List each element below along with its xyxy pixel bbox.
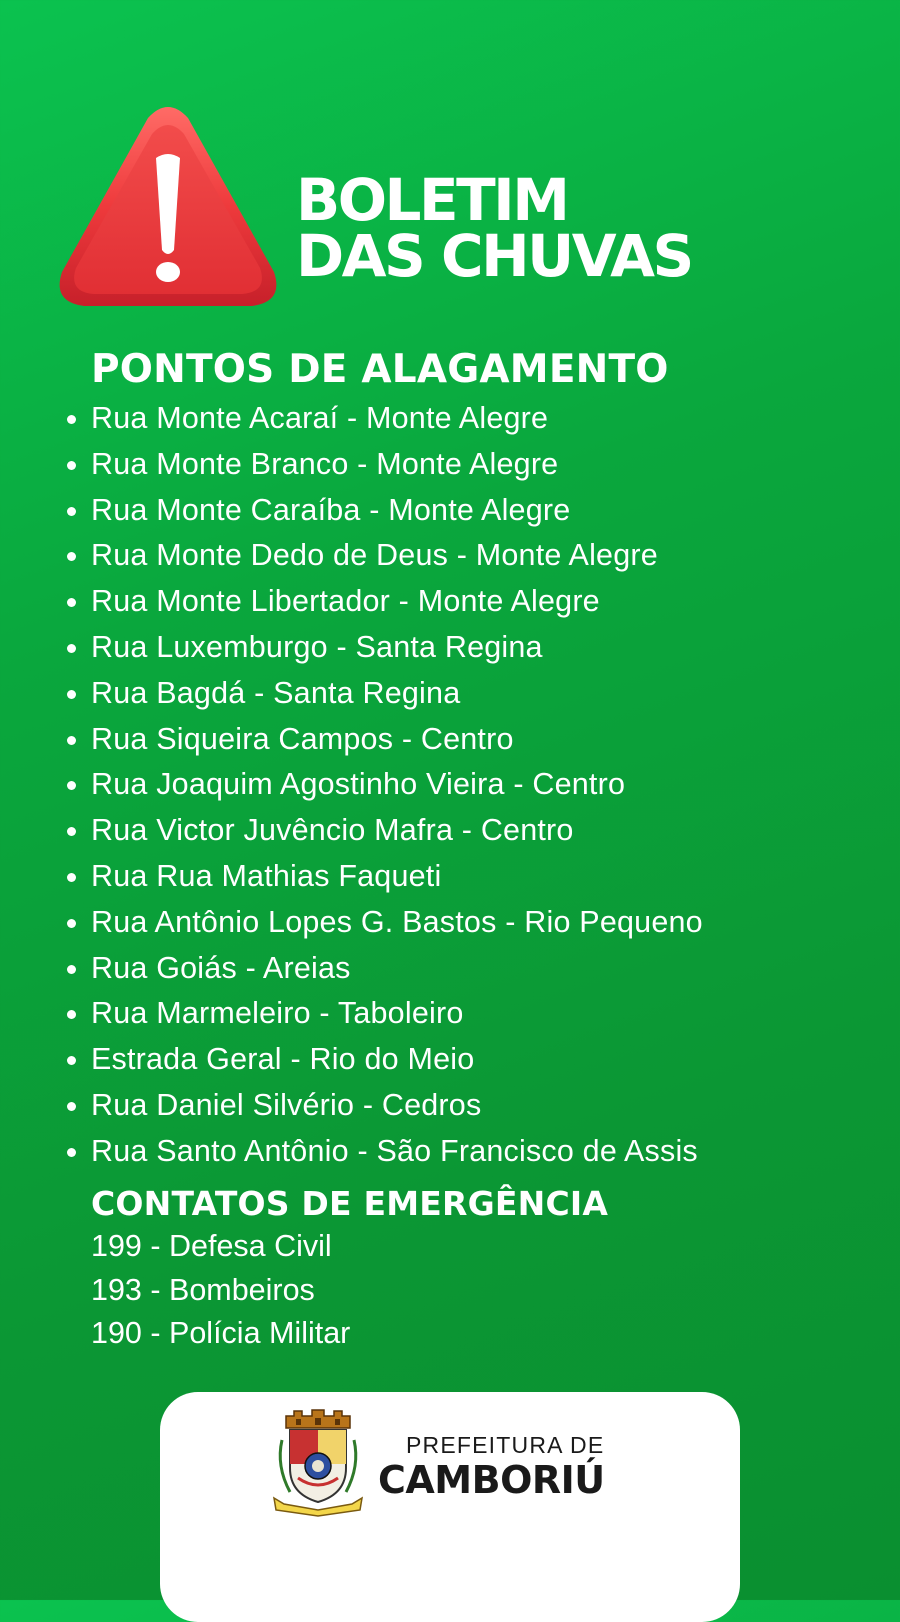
bullet-icon: [67, 1010, 76, 1019]
list-item-text: Rua Goiás - Areias: [91, 950, 351, 985]
flood-points-list: [91, 396, 703, 1175]
bullet-icon: [67, 781, 76, 790]
list-item: [91, 1037, 703, 1083]
bullet-icon: [67, 873, 76, 882]
list-item: [91, 671, 703, 717]
bullet-icon: [67, 461, 76, 470]
list-item-text: Rua Monte Acaraí - Monte Alegre: [91, 401, 549, 435]
list-item: [91, 991, 703, 1037]
contact-item: 199 - Defesa Civil: [91, 1229, 332, 1263]
list-item: [91, 488, 703, 534]
bullet-icon: [67, 827, 76, 836]
footer-logo-card: [160, 1392, 740, 1622]
page-title: [296, 166, 692, 290]
list-item-text: Rua Monte Branco - Monte Alegre: [91, 446, 559, 481]
bullet-icon: [67, 919, 76, 928]
list-item-text: Rua Monte Dedo de Deus - Monte Alegre: [91, 538, 658, 573]
brand-line-2: CAMBORIÚ: [378, 1458, 605, 1502]
list-item: [91, 762, 703, 808]
list-item: [91, 900, 703, 946]
municipal-coat-of-arms-icon: [268, 1406, 368, 1518]
warning-triangle-icon: [52, 100, 284, 315]
list-item: [91, 625, 703, 671]
list-item: [91, 1129, 703, 1175]
bullet-icon: [67, 736, 76, 745]
bullet-icon: [67, 1102, 76, 1111]
bullet-icon: [67, 507, 76, 516]
title-line-1: BOLETIM: [296, 166, 568, 234]
bullet-icon: [67, 1056, 76, 1065]
contact-item: 193 - Bombeiros: [91, 1272, 315, 1307]
bullet-icon: [67, 598, 76, 607]
contact-item: 190 - Polícia Militar: [91, 1316, 351, 1350]
bullet-icon: [67, 552, 76, 561]
list-item-text: Rua Siqueira Campos - Centro: [91, 721, 514, 756]
bullet-icon: [67, 690, 76, 699]
flood-points-heading: PONTOS DE ALAGAMENTO: [91, 347, 669, 392]
bullet-icon: [67, 965, 76, 974]
list-item: [91, 396, 703, 442]
list-item-text: Rua Monte Libertador - Monte Alegre: [91, 584, 600, 619]
list-item-text: Rua Victor Juvêncio Mafra - Centro: [91, 813, 574, 848]
list-item: [91, 854, 703, 900]
bullet-icon: [67, 1148, 76, 1157]
list-item-text: Rua Bagdá - Santa Regina: [91, 675, 461, 710]
list-item-text: Rua Joaquim Agostinho Vieira - Centro: [91, 767, 626, 802]
list-item-text: Rua Daniel Silvério - Cedros: [91, 1087, 482, 1122]
emergency-contacts-heading: CONTATOS DE EMERGÊNCIA: [91, 1184, 609, 1223]
bullet-icon: [67, 644, 76, 653]
title-line-2: DAS CHUVAS: [296, 222, 692, 290]
list-item-text: Rua Santo Antônio - São Francisco de Assis: [91, 1133, 698, 1168]
list-item-text: Rua Marmeleiro - Taboleiro: [91, 996, 464, 1031]
emergency-contacts-list: [91, 1225, 350, 1356]
brand-logo: [378, 1432, 605, 1502]
list-item: [91, 1083, 703, 1129]
brand-line-1: PREFEITURA DE: [406, 1432, 605, 1458]
list-item: [91, 442, 703, 488]
list-item: [91, 533, 703, 579]
list-item-text: Rua Monte Caraíba - Monte Alegre: [91, 492, 571, 527]
list-item: [91, 946, 703, 992]
list-item: [91, 717, 703, 763]
list-item-text: Rua Rua Mathias Faqueti: [91, 858, 442, 893]
list-item-text: Rua Luxemburgo - Santa Regina: [91, 629, 543, 664]
list-item-text: Rua Antônio Lopes G. Bastos - Rio Pequeno: [91, 904, 703, 939]
list-item-text: Estrada Geral - Rio do Meio: [91, 1042, 475, 1077]
bullet-icon: [67, 415, 76, 424]
list-item: [91, 808, 703, 854]
list-item: [91, 579, 703, 625]
